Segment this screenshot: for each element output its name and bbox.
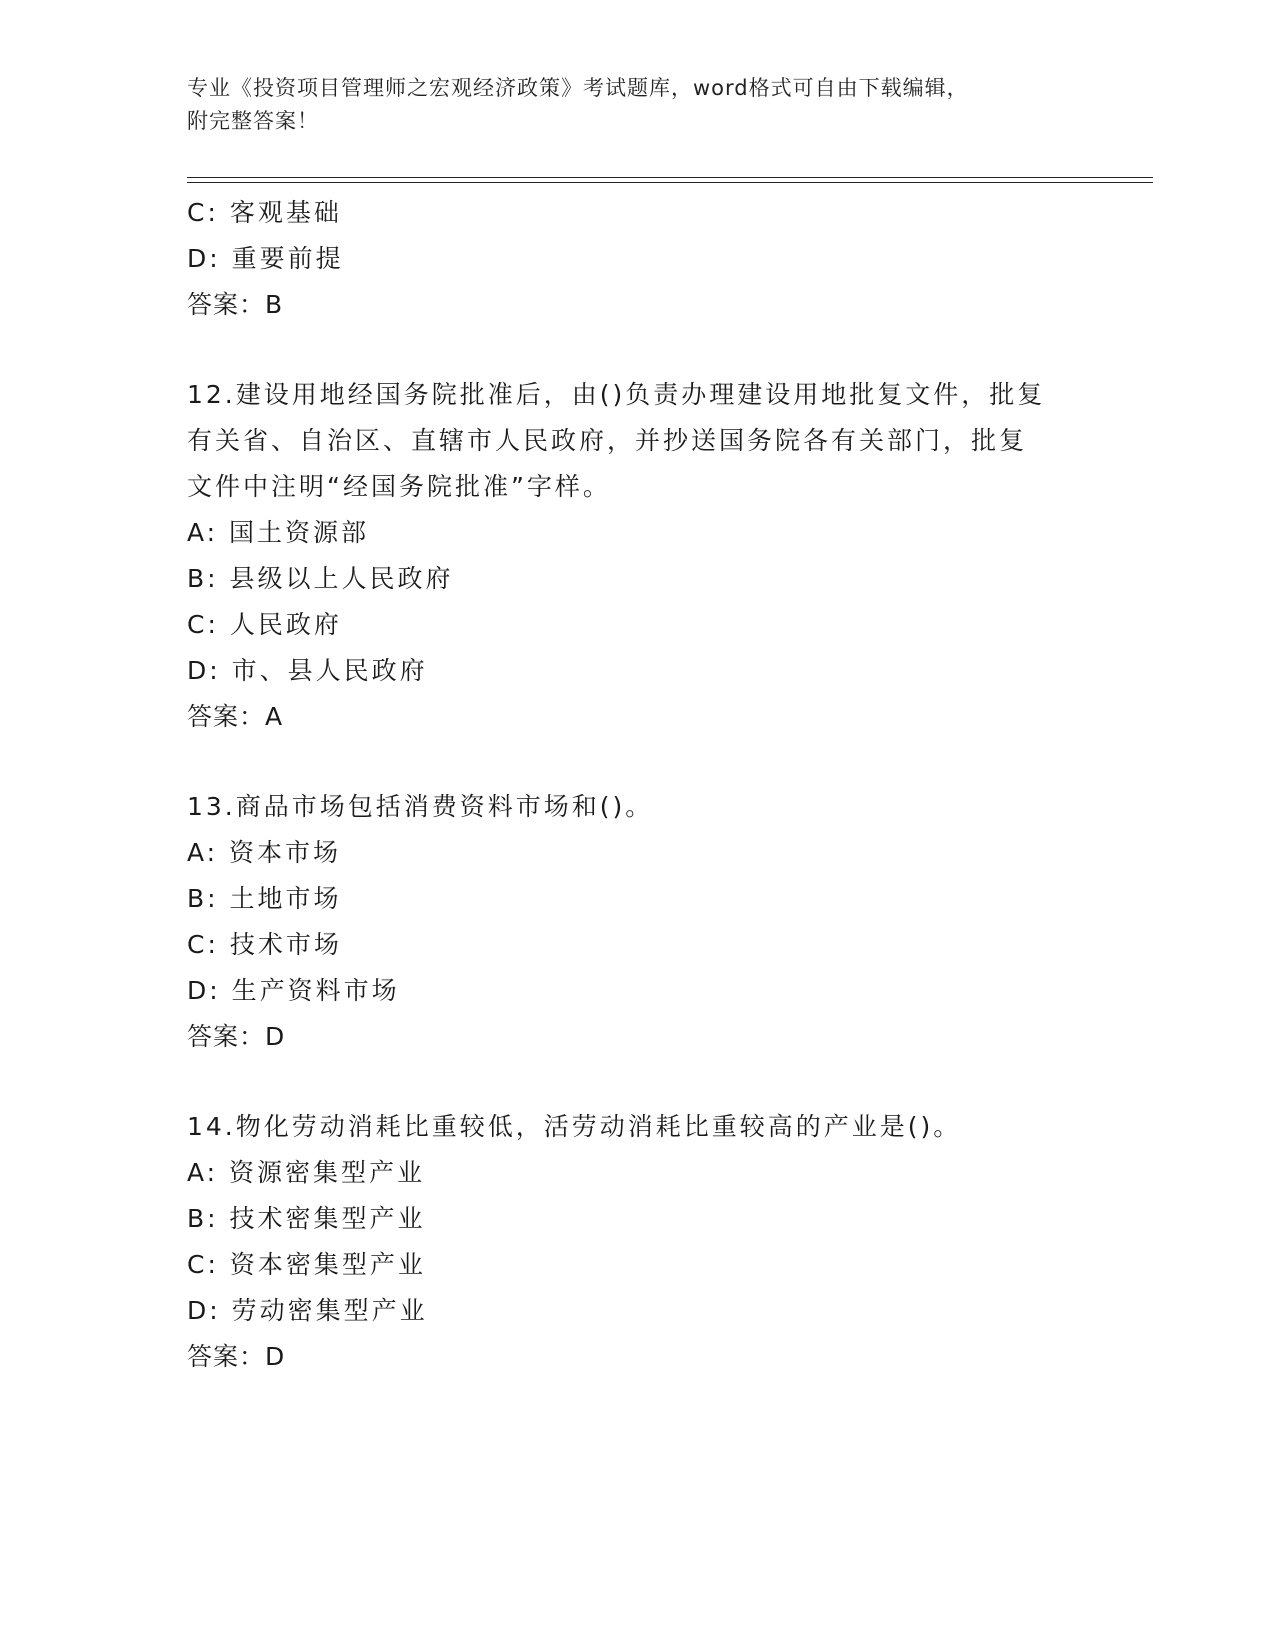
question-content (187, 190, 1107, 1380)
option-b: B: 土地市场 (187, 884, 342, 913)
option-a: A: 资源密集型产业 (187, 1158, 426, 1187)
question-13-block (187, 784, 1107, 1060)
header-line-2: 附完整答案！ (187, 109, 319, 133)
question-stem-line: 13.商品市场包括消费资料市场和()。 (187, 792, 654, 821)
question-spacer (187, 1060, 1107, 1104)
header-line-1: 专业《投资项目管理师之宏观经济政策》考试题库，word格式可自由下载编辑， (187, 76, 969, 100)
answer-line: 答案：A (187, 702, 284, 731)
option-c: C: 资本密集型产业 (187, 1250, 426, 1279)
header-divider-top (187, 177, 1153, 178)
answer-line: 答案：D (187, 1342, 286, 1371)
option-c: C: 人民政府 (187, 610, 342, 639)
option-b: B: 县级以上人民政府 (187, 564, 454, 593)
question-spacer (187, 740, 1107, 784)
answer-line: 答案：D (187, 1022, 286, 1051)
question-spacer (187, 328, 1107, 372)
document-header (187, 72, 1067, 138)
option-d: D: 劳动密集型产业 (187, 1296, 428, 1325)
question-stem-line: 14.物化劳动消耗比重较低，活劳动消耗比重较高的产业是()。 (187, 1112, 962, 1141)
question-stem-line: 文件中注明“经国务院批准”字样。 (187, 472, 611, 501)
question-12-block (187, 372, 1107, 740)
option-d: D: 市、县人民政府 (187, 656, 428, 685)
question-14-block (187, 1104, 1107, 1380)
question-stem-line: 有关省、自治区、直辖市人民政府，并抄送国务院各有关部门，批复 (187, 426, 1028, 455)
header-divider-bottom (187, 182, 1153, 183)
option-a: A: 资本市场 (187, 838, 342, 867)
option-b: B: 技术密集型产业 (187, 1204, 426, 1233)
option-c: C: 客观基础 (187, 198, 342, 227)
option-c: C: 技术市场 (187, 930, 342, 959)
option-a: A: 国土资源部 (187, 518, 370, 547)
question-stem-line: 12.建设用地经国务院批准后，由()负责办理建设用地批复文件，批复 (187, 380, 1046, 409)
prev-question-block (187, 190, 1107, 328)
option-d: D: 重要前提 (187, 244, 344, 273)
option-d: D: 生产资料市场 (187, 976, 400, 1005)
answer-line: 答案：B (187, 290, 284, 319)
